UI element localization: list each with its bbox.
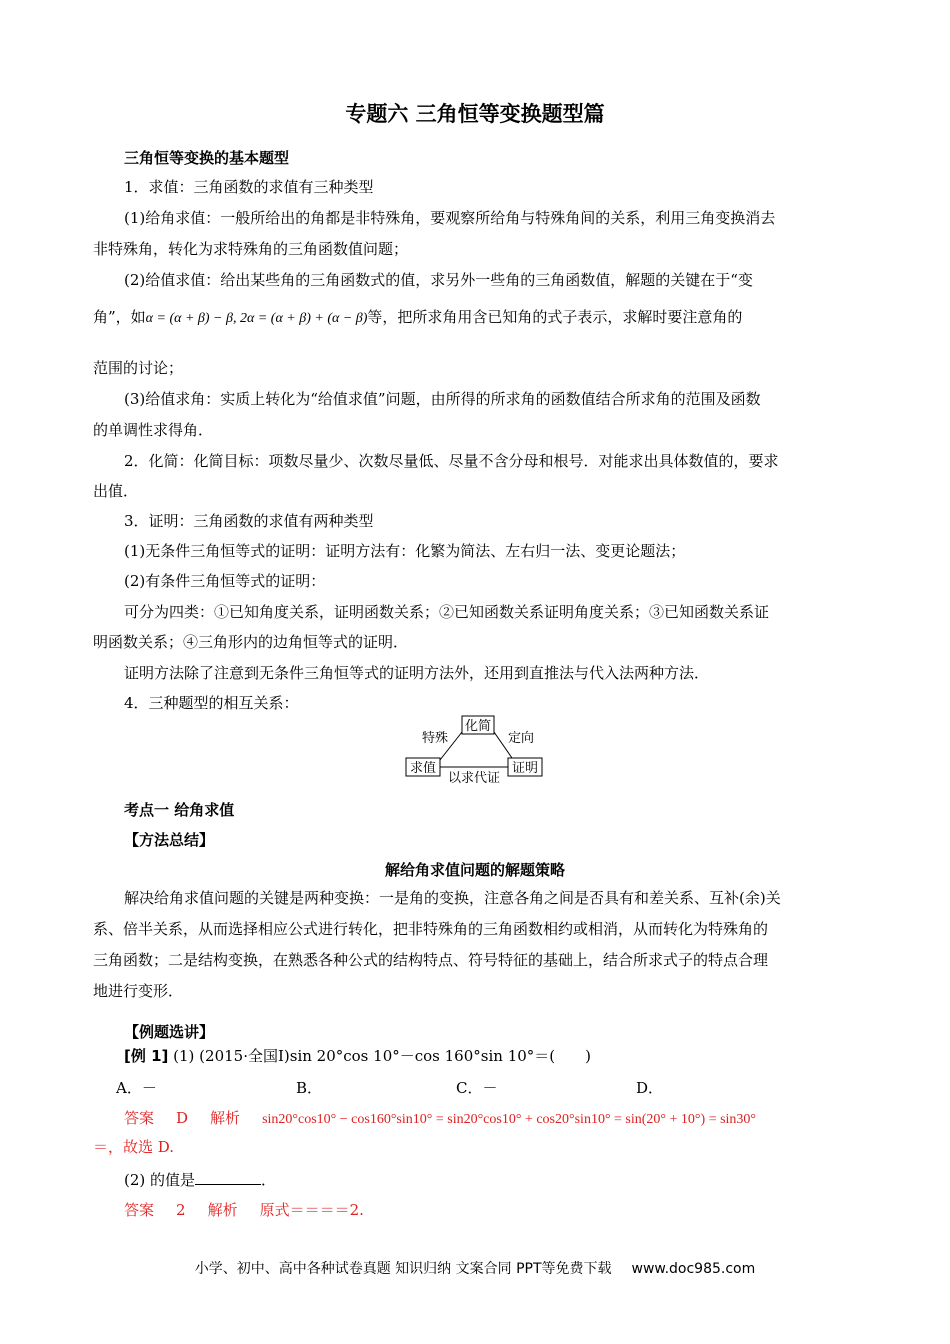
- example-question: [124, 1046, 591, 1066]
- answer2-analysis-label: 解析: [207, 1201, 238, 1219]
- strategy-title: 解给角求值问题的解题策略: [384, 861, 565, 879]
- right-box-label: 证明: [511, 761, 539, 776]
- example-label: [例 1]: [124, 1047, 169, 1065]
- answer-line: [124, 1108, 756, 1130]
- option-b: B．: [296, 1079, 323, 1097]
- answer-formula: sin20°cos10° − cos160°sin10° = sin20°cos10° + cos20°sin10° = sin(20° + 10°) = sin30°: [262, 1112, 757, 1127]
- paragraph-line: 明函数关系；④三角形内的边角恒等式的证明．: [93, 633, 409, 651]
- footer-text: 小学、初中、高中各种试卷真题 知识归纳 文案合同 PPT等免费下载: [194, 1261, 612, 1277]
- answer-blank: [195, 1170, 261, 1185]
- paragraph-line: (3)给值求角：实质上转化为“给值求值”问题，由所得的所求角的函数值结合所求角的范围及函数: [124, 390, 761, 408]
- analysis-label: 解析: [210, 1109, 241, 1127]
- answer-value: D: [176, 1109, 189, 1127]
- page-title: 专题六 三角恒等变换题型篇: [345, 102, 605, 126]
- answer2-value: 2: [176, 1201, 186, 1219]
- footer-link[interactable]: www.doc985.com: [631, 1261, 756, 1277]
- paragraph-line: 三角函数；二是结构变换，在熟悉各种公式的结构特点、符号特征的基础上，结合所求式子的特点合理: [93, 951, 769, 969]
- text-span: 角”，如: [93, 308, 146, 326]
- question-text: (1) (2015·全国Ⅰ)sin 20°cos 10°－cos 160°sin 10°＝( ): [173, 1047, 591, 1065]
- paragraph-line: 范围的讨论；: [93, 359, 184, 377]
- paragraph-line: 的单调性求得角．: [93, 421, 214, 439]
- paragraph-line: 证明方法除了注意到无条件三角恒等式的证明方法外，还用到直推法与代入法两种方法．: [124, 664, 710, 682]
- option-c: C．－: [456, 1079, 498, 1097]
- paragraph-line: [93, 307, 742, 329]
- top-box-label: 化简: [464, 719, 492, 734]
- paragraph-line: 3．证明：三角函数的求值有两种类型: [124, 512, 374, 530]
- option-a: A．－: [116, 1079, 157, 1097]
- page-footer: [0, 1258, 950, 1278]
- paragraph-line: (1)给角求值：一般所给出的角都是非特殊角，要观察所给角与特殊角间的关系，利用三角变换消去: [124, 209, 776, 227]
- paragraph-line: 非特殊角，转化为求特殊角的三角函数值问题；: [93, 240, 409, 258]
- answer-line-end: ＝，故选 D.: [93, 1138, 175, 1156]
- kaodian-heading: 考点一 给角求值: [124, 801, 235, 819]
- paragraph-line: 可分为四类：①已知角度关系，证明函数关系；②已知函数关系证明角度关系；③已知函数关系证: [124, 603, 770, 621]
- answer2-text: 原式＝＝＝＝2.: [259, 1201, 364, 1219]
- question2-suffix: ．: [261, 1171, 277, 1189]
- example-heading: 【例题选讲】: [124, 1023, 215, 1041]
- paragraph-line: 地进行变形．: [93, 982, 184, 1000]
- option-d: D．: [636, 1079, 664, 1097]
- paragraph-line: 出值．: [93, 482, 139, 500]
- paragraph-line: 2．化简：化简目标：项数尽量少、次数尽量低、尽量不含分母和根号．对能求出具体数值的，要求: [124, 452, 779, 470]
- section-heading: 三角恒等变换的基本题型: [124, 149, 290, 167]
- paragraph-line: 系、倍半关系，从而选择相应公式进行转化，把非特殊角的三角函数相约或相消，从而转化为特殊角的: [93, 920, 769, 938]
- right-label: 定向: [508, 731, 535, 746]
- method-heading: 【方法总结】: [124, 831, 215, 849]
- left-label: 特殊: [422, 731, 449, 746]
- relation-diagram: [400, 712, 550, 788]
- question2-text: (2) 的值是: [124, 1171, 196, 1189]
- paragraph-line: (2)有条件三角恒等式的证明：: [124, 572, 326, 590]
- answer-label: 答案: [124, 1109, 155, 1127]
- answer2-label: 答案: [124, 1201, 155, 1219]
- text-span: 等，把所求角用含已知角的式子表示，求解时要注意角的: [367, 308, 743, 326]
- angle-formula: α = (α + β) − β, 2α = (α + β) + (α − β): [145, 311, 368, 326]
- paragraph-line: 解决给角求值问题的关键是两种变换：一是角的变换，注意各角之间是否具有和差关系、互补(余)关: [124, 889, 781, 907]
- paragraph-line: (2)给值求值：给出某些角的三角函数式的值，求另外一些角的三角函数值，解题的关键在于“变: [124, 271, 753, 289]
- question-2: [124, 1170, 276, 1190]
- paragraph-line: 1．求值：三角函数的求值有三种类型: [124, 178, 374, 196]
- paragraph-line: (1)无条件三角恒等式的证明：证明方法有：化繁为简法、左右归一法、变更论题法；: [124, 542, 686, 560]
- paragraph-line: 4．三种题型的相互关系：: [124, 694, 299, 712]
- answer-line-2: [124, 1200, 364, 1220]
- left-box-label: 求值: [409, 761, 437, 776]
- bottom-label: 以求代证: [447, 771, 501, 786]
